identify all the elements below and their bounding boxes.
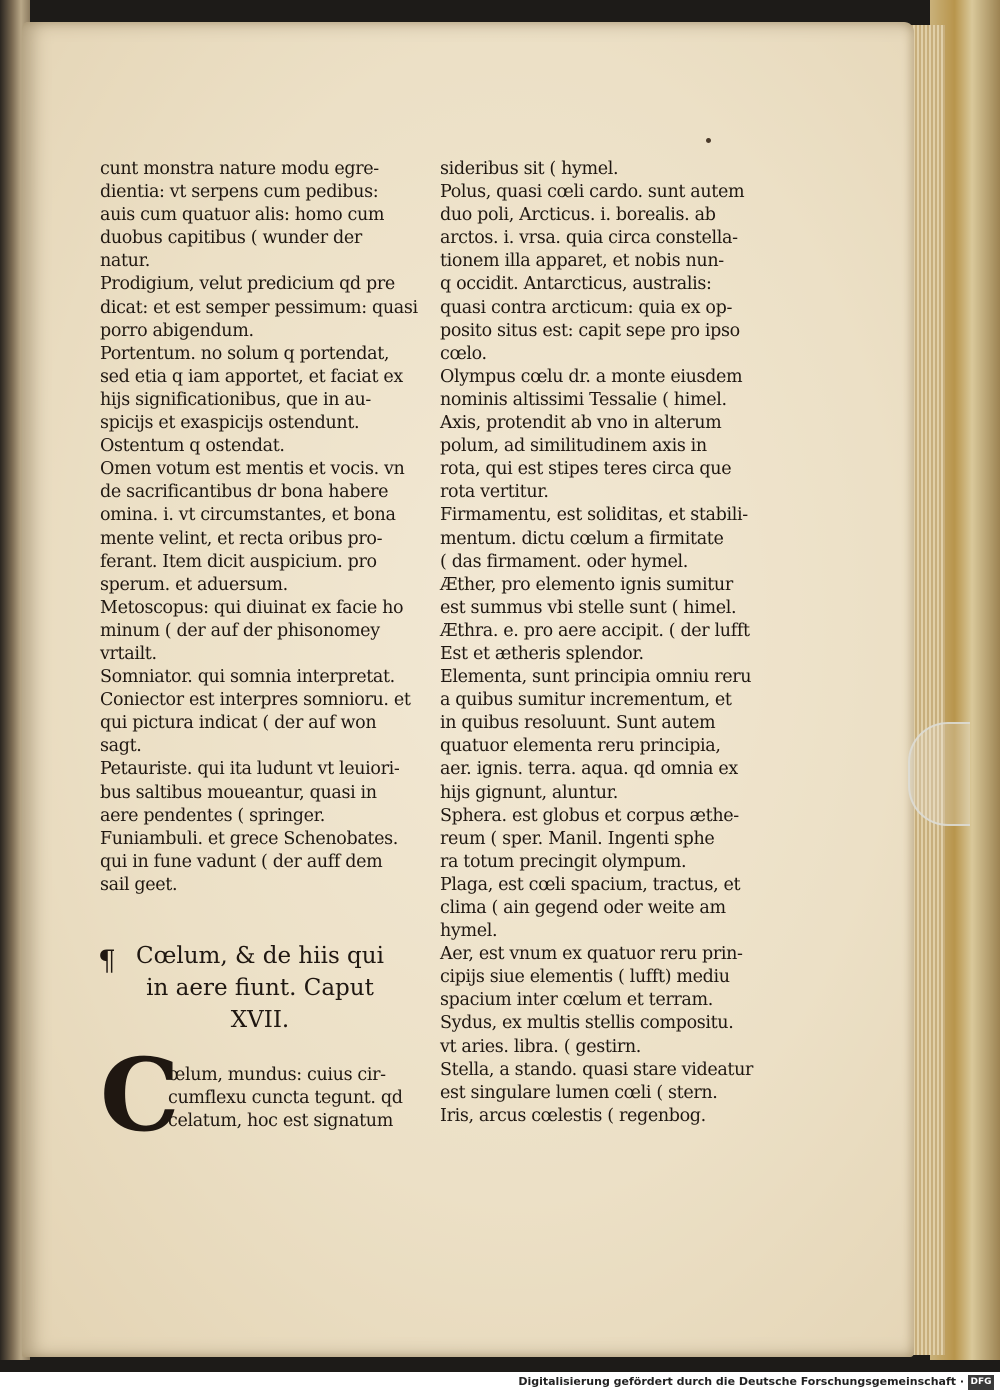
text-line: Prodigium, velut predicium qd pre (100, 274, 395, 295)
text-line: reum ( sper. Manil. Ingenti sphe (440, 828, 715, 849)
text-line: Olympus cœlu dr. a monte eiusdem (440, 366, 743, 387)
dfg-logo: DFG (968, 1375, 994, 1390)
text-line: vt aries. libra. ( gestirn. (440, 1036, 641, 1057)
text-line: quatuor elementa reru principia, (440, 736, 721, 757)
text-line: Plaga, est cœli spacium, tractus, et (440, 874, 741, 895)
text-line: clima ( ain gegend oder weite am (440, 898, 726, 918)
initial-letter: C (100, 1036, 180, 1154)
text-line: Elementa, sunt principia omniu reru (440, 667, 752, 688)
text-line: Portentum. no solum q portendat, (100, 343, 390, 364)
text-line: ra totum precingit olympum. (440, 851, 687, 872)
text-line: arctos. i. vrsa. quia circa constella- (440, 228, 738, 249)
text-line: est singulare lumen cœli ( stern. (440, 1082, 718, 1103)
text-line: duobus capitibus ( wunder der (100, 228, 362, 249)
initial-paragraph (168, 1064, 428, 1133)
ink-dot (706, 138, 711, 143)
text-line: q occidit. Antarcticus, australis: (440, 274, 712, 295)
chapter-heading (100, 940, 420, 1036)
text-line: cipijs siue elementis ( lufft) mediu (440, 967, 730, 988)
text-line: aere pendentes ( springer. (100, 805, 325, 826)
text-line: minum ( der auf der phisonomey (100, 620, 380, 641)
text-line: de sacrificantibus dr bona habere (100, 482, 389, 503)
text-line: natur. (100, 251, 150, 272)
text-line: Firmamentu, est soliditas, et stabili- (440, 505, 748, 526)
text-line: Axis, protendit ab vno in alterum (440, 413, 722, 434)
text-line: Funiambuli. et grece Schenobates. (100, 828, 398, 849)
text-line: qui pictura indicat ( der auf won (100, 713, 377, 734)
text-line: Cœlum, & de hiis qui (136, 943, 384, 969)
text-line: hymel. (440, 921, 498, 942)
text-line: Petauriste. qui ita ludunt vt leuiori- (100, 759, 400, 780)
text-line: mente velint, et recta oribus pro- (100, 528, 383, 549)
text-line: nominis altissimi Tessalie ( himel. (440, 389, 727, 410)
text-line: Æther, pro elemento ignis sumitur (440, 574, 733, 595)
digitization-footer (0, 1372, 1000, 1395)
text-line: cumflexu cuncta tegunt. qd (168, 1088, 403, 1109)
text-line: ferant. Item dicit auspicium. pro (100, 551, 377, 572)
left-text-column (100, 158, 430, 897)
text-line: bus saltibus moueantur, quasi in (100, 782, 377, 803)
text-line: Aer, est vnum ex quatuor reru prin- (440, 944, 743, 965)
text-line: Iris, arcus cœlestis ( regenbog. (440, 1105, 706, 1126)
text-line: sed etia q iam apportet, et faciat ex (100, 366, 403, 387)
text-line: œlum, mundus: cuius cir- (168, 1065, 386, 1085)
text-line: Ostentum q ostendat. (100, 436, 285, 457)
text-line: spicijs et exaspicijs ostendunt. (100, 413, 360, 434)
text-line: vrtailt. (100, 643, 157, 664)
text-line: sail geet. (100, 874, 178, 895)
text-line: sperum. et aduersum. (100, 574, 288, 595)
text-line: dientia: vt serpens cum pedibus: (100, 182, 379, 203)
text-line: sideribus sit ( hymel. (440, 159, 619, 179)
text-line: cœlo. (440, 343, 487, 364)
text-line: XVII. (230, 1007, 290, 1033)
text-line: porro abigendum. (100, 320, 254, 341)
text-line: tionem illa apparet, et nobis nun- (440, 251, 724, 272)
text-line: Sydus, ex multis stellis compositu. (440, 1013, 734, 1034)
text-line: posito situs est: capit sepe pro ipso (440, 320, 740, 341)
text-line: qui in fune vadunt ( der auff dem (100, 851, 383, 872)
text-line: rota vertitur. (440, 482, 549, 503)
text-line: Polus, quasi cœli cardo. sunt autem (440, 182, 745, 203)
text-line: dicat: et est semper pessimum: quasi (100, 297, 418, 318)
text-line: polum, ad similitudinem axis in (440, 436, 707, 457)
text-line: hijs significationibus, que in au- (100, 389, 371, 410)
text-line: Æthra. e. pro aere accipit. ( der lufft (440, 620, 750, 641)
text-line: in quibus resoluunt. Sunt autem (440, 713, 716, 734)
paper-clip (908, 722, 970, 826)
text-line: a quibus sumitur incrementum, et (440, 690, 732, 711)
text-line: sagt. (100, 736, 142, 757)
text-line: Sphera. est globus et corpus æthe- (440, 805, 739, 826)
text-line: mentum. dictu cœlum a firmitate (440, 528, 724, 549)
text-line: Coniector est interpres somnioru. et (100, 690, 411, 711)
text-line: celatum, hoc est signatum (168, 1111, 393, 1132)
text-line: Somniator. qui somnia interpretat. (100, 667, 395, 688)
text-line: Metoscopus: qui diuinat ex facie ho (100, 597, 404, 618)
text-line: Est et ætheris splendor. (440, 643, 644, 664)
right-text-column (440, 158, 780, 1128)
text-line: spacium inter cœlum et terram. (440, 990, 713, 1011)
text-line: Omen votum est mentis et vocis. vn (100, 459, 405, 480)
text-line: quasi contra arcticum: quia ex op- (440, 297, 733, 318)
text-line: aer. ignis. terra. aqua. qd omnia ex (440, 759, 738, 780)
text-line: duo poli, Arcticus. i. borealis. ab (440, 205, 716, 226)
text-line: Stella, a stando. quasi stare videatur (440, 1059, 754, 1080)
text-line: in aere fiunt. Caput (146, 975, 374, 1001)
text-line: est summus vbi stelle sunt ( himel. (440, 597, 737, 618)
text-line: hijs gignunt, aluntur. (440, 782, 618, 803)
text-line: rota, qui est stipes teres circa que (440, 459, 732, 480)
text-line: auis cum quatuor alis: homo cum (100, 205, 385, 226)
text-line: cunt monstra nature modu egre- (100, 159, 379, 179)
pilcrow-mark: ¶ (98, 944, 116, 977)
footer-credit: Digitalisierung gefördert durch die Deutsche Forschungsgemeinschaft · (518, 1375, 964, 1388)
text-line: ( das firmament. oder hymel. (440, 551, 688, 572)
text-line: omina. i. vt circumstantes, et bona (100, 505, 396, 526)
